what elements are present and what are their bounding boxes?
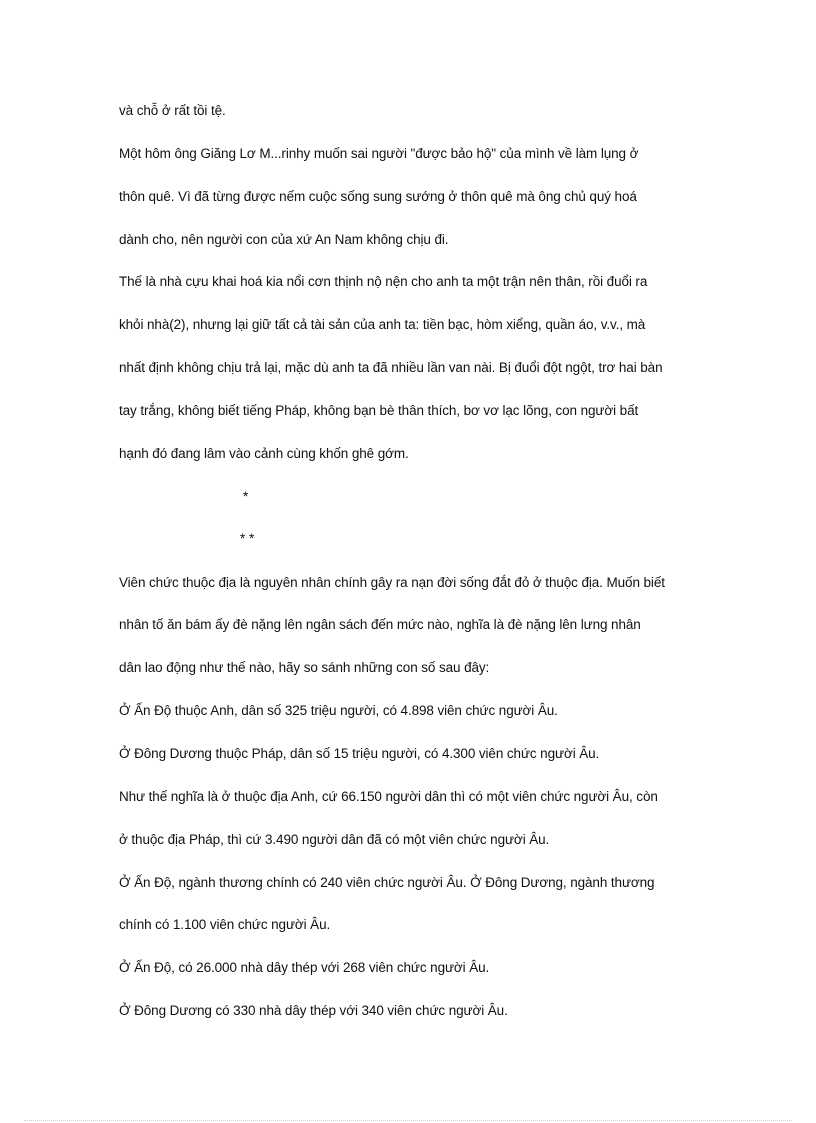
paragraph-line: Ở Ấn Độ, ngành thương chính có 240 viên chức người Âu. Ở Đông Dương, ngành thương xyxy=(119,875,655,890)
paragraph-line: Ở Ấn Độ, có 26.000 nhà dây thép với 268 viên chức người Âu. xyxy=(119,960,490,975)
paragraph-line: Ở Đông Dương thuộc Pháp, dân số 15 triệu người, có 4.300 viên chức người Âu. xyxy=(119,746,600,761)
separator-star-double: * * xyxy=(240,531,255,546)
separator-star-single: * xyxy=(243,489,249,504)
paragraph-line: dân lao động như thế nào, hãy so sánh những con số sau đây: xyxy=(119,660,490,675)
paragraph-line: nhất định không chịu trả lại, mặc dù anh ta đã nhiều lần van nài. Bị đuổi đột ngột, trơ hai bàn xyxy=(119,360,663,375)
paragraph-line: Viên chức thuộc địa là nguyên nhân chính gây ra nạn đời sống đắt đỏ ở thuộc địa. Muốn biết xyxy=(119,575,665,590)
paragraph-line: dành cho, nên người con của xứ An Nam không chịu đi. xyxy=(119,232,449,247)
paragraph-line: nhân tố ăn bám ấy đè nặng lên ngân sách đến mức nào, nghĩa là đè nặng lên lưng nhân xyxy=(119,617,641,632)
paragraph-line: Ở Ấn Độ thuộc Anh, dân số 325 triệu người, có 4.898 viên chức người Âu. xyxy=(119,703,558,718)
paragraph-line: Thế là nhà cựu khai hoá kia nổi cơn thịnh nộ nện cho anh ta một trận nên thân, rồi đuổi ra xyxy=(119,274,648,289)
page-bottom-rule xyxy=(24,1120,792,1121)
paragraph-line: tay trắng, không biết tiếng Pháp, không bạn bè thân thích, bơ vơ lạc lõng, con người bất xyxy=(119,403,639,418)
paragraph-line: Như thế nghĩa là ở thuộc địa Anh, cứ 66.150 người dân thì có một viên chức người Âu, còn xyxy=(119,789,658,804)
paragraph-line: Một hôm ông Giăng Lơ M...rinhy muốn sai người "được bảo hộ" của mình về làm lụng ở xyxy=(119,146,639,161)
paragraph-line: ở thuộc địa Pháp, thì cứ 3.490 người dân đã có một viên chức người Âu. xyxy=(119,832,550,847)
paragraph-line: khỏi nhà(2), nhưng lại giữ tất cả tài sản của anh ta: tiền bạc, hòm xiểng, quần áo, v.v., mà xyxy=(119,317,646,332)
paragraph-line: và chỗ ở rất tồi tệ. xyxy=(119,103,226,118)
paragraph-line: Ở Đông Dương có 330 nhà dây thép với 340 viên chức người Âu. xyxy=(119,1003,508,1018)
paragraph-line: hạnh đó đang lâm vào cảnh cùng khốn ghê gớm. xyxy=(119,446,409,461)
paragraph-line: thôn quê. Vì đã từng được nếm cuộc sống sung sướng ở thôn quê mà ông chủ quý hoá xyxy=(119,189,637,204)
paragraph-line: chính có 1.100 viên chức người Âu. xyxy=(119,917,331,932)
